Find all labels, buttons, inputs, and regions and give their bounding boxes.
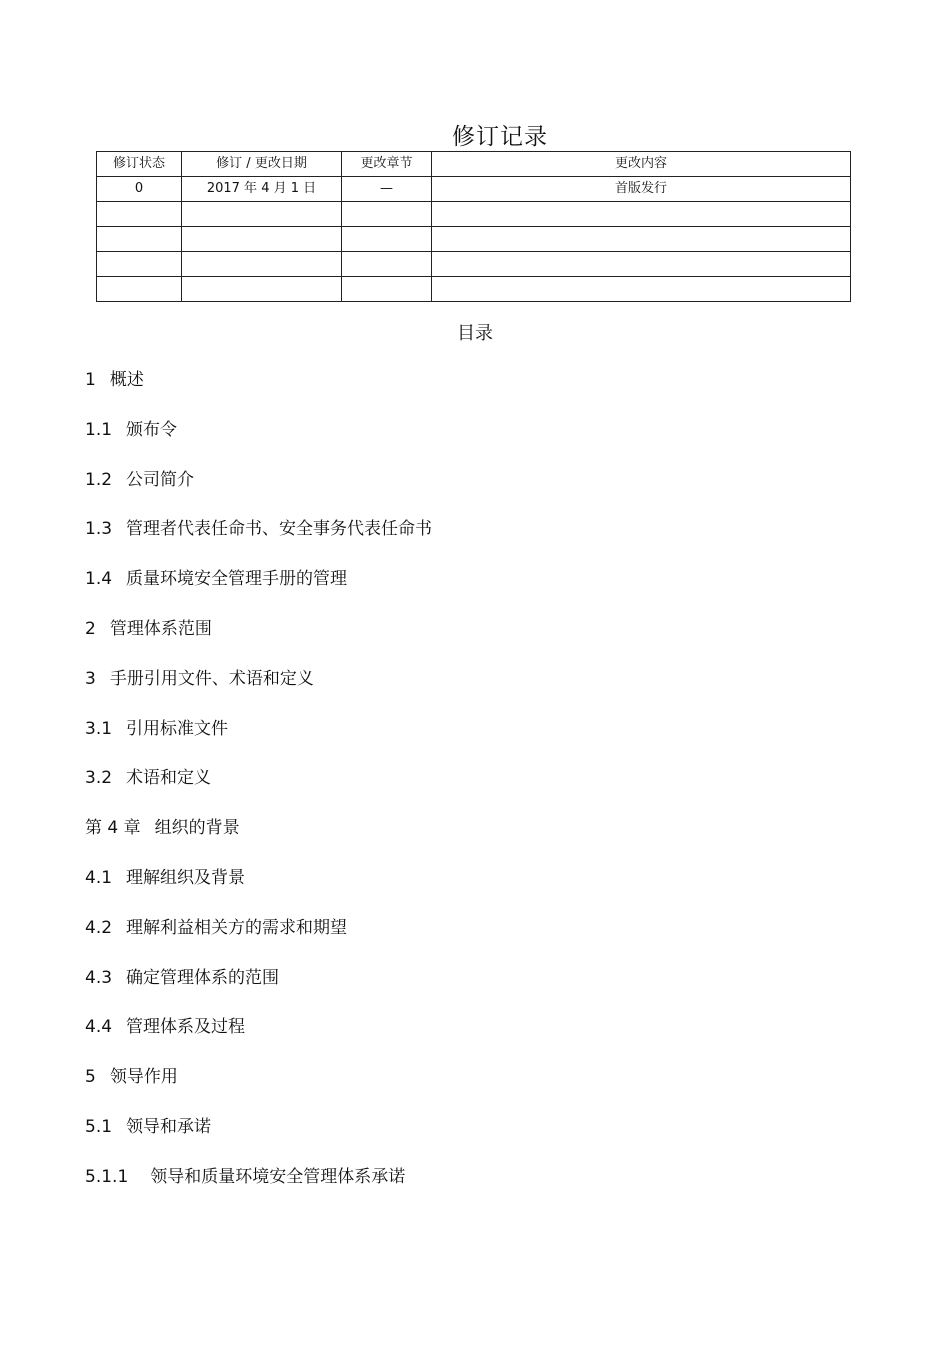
- header-revision-date: 修订 / 更改日期: [182, 152, 342, 177]
- toc-item-text: 概述: [109, 370, 144, 390]
- toc-item-number: 4.1: [85, 867, 113, 888]
- toc-item[interactable]: [85, 1015, 432, 1065]
- toc-item-text: 术语和定义: [126, 768, 212, 789]
- toc-item[interactable]: [85, 617, 432, 667]
- toc-item-text: 理解利益相关方的需求和期望: [126, 917, 348, 938]
- toc-item[interactable]: [85, 368, 432, 418]
- toc-item-number: 1.1: [85, 419, 113, 440]
- toc-item[interactable]: [85, 517, 432, 567]
- toc-item-text: 手册引用文件、术语和定义: [109, 668, 314, 689]
- toc-item[interactable]: [85, 468, 432, 518]
- header-change-content: 更改内容: [432, 152, 851, 177]
- toc-item-number: 1.4: [85, 569, 113, 590]
- toc-item-number: 4.3: [85, 967, 113, 988]
- toc-item-number: 5: [85, 1067, 96, 1088]
- toc-item[interactable]: [85, 1165, 432, 1215]
- toc-item-text: 公司简介: [126, 469, 195, 490]
- table-cell: 2017 年 4 月 1 日: [182, 177, 342, 202]
- toc-item-text: 领导和质量环境安全管理体系承诺: [150, 1166, 406, 1187]
- toc-title: 目录: [457, 323, 493, 344]
- table-cell: [342, 202, 432, 227]
- toc-item-number: 3.2: [85, 768, 113, 789]
- table-cell: [182, 277, 342, 302]
- toc-item-number: 5.1: [85, 1116, 113, 1137]
- table-cell: [182, 252, 342, 277]
- toc-item-text: 颁布令: [126, 419, 178, 440]
- toc-item-number: 4.2: [85, 917, 113, 938]
- table-row: [97, 252, 851, 277]
- toc-item-number: 3: [85, 668, 96, 689]
- table-cell: [97, 277, 182, 302]
- toc-item-text: 引用标准文件: [126, 718, 229, 739]
- table-cell: [182, 202, 342, 227]
- toc-item-text: 管理体系及过程: [126, 1017, 246, 1038]
- table-cell: [97, 227, 182, 252]
- toc-item-text: 领导作用: [109, 1067, 178, 1088]
- toc-item[interactable]: [85, 567, 432, 617]
- table-cell: [432, 252, 851, 277]
- table-row: [97, 277, 851, 302]
- table-cell: 首版发行: [432, 177, 851, 202]
- toc-item[interactable]: [85, 1065, 432, 1115]
- table-cell: 0: [97, 177, 182, 202]
- table-header-row: [97, 152, 851, 177]
- table-cell: [342, 277, 432, 302]
- toc-item-number: 1.2: [85, 469, 113, 490]
- table-of-contents: [85, 368, 432, 1215]
- toc-item[interactable]: [85, 916, 432, 966]
- table-row: [97, 202, 851, 227]
- toc-item-text: 确定管理体系的范围: [126, 967, 280, 988]
- toc-item-text: 质量环境安全管理手册的管理: [126, 569, 348, 590]
- toc-item-number: 第 4 章: [85, 818, 141, 839]
- table-row: [97, 227, 851, 252]
- toc-item[interactable]: [85, 816, 432, 866]
- toc-item-number: 5.1.1: [85, 1166, 129, 1187]
- header-changed-section: 更改章节: [342, 152, 432, 177]
- toc-item[interactable]: [85, 866, 432, 916]
- table-cell: [97, 252, 182, 277]
- toc-item-text: 管理者代表任命书、安全事务代表任命书: [126, 519, 433, 540]
- table-cell: [432, 277, 851, 302]
- toc-item-text: 组织的背景: [154, 818, 240, 839]
- toc-item[interactable]: [85, 667, 432, 717]
- toc-item[interactable]: [85, 766, 432, 816]
- table-cell: [97, 202, 182, 227]
- toc-item[interactable]: [85, 717, 432, 767]
- toc-item[interactable]: [85, 1115, 432, 1165]
- table-cell: [342, 252, 432, 277]
- table-row: [97, 177, 851, 202]
- toc-item-number: 4.4: [85, 1017, 113, 1038]
- table-cell: —: [342, 177, 432, 202]
- revision-record-title: 修订记录: [452, 124, 548, 150]
- toc-item-number: 1: [85, 370, 96, 390]
- toc-item-number: 3.1: [85, 718, 113, 739]
- toc-item-text: 理解组织及背景: [126, 867, 246, 888]
- table-cell: [182, 227, 342, 252]
- toc-item[interactable]: [85, 418, 432, 468]
- table-cell: [432, 202, 851, 227]
- table-cell: [432, 227, 851, 252]
- toc-item-number: 1.3: [85, 519, 113, 540]
- toc-item-text: 管理体系范围: [109, 618, 212, 639]
- header-revision-status: 修订状态: [97, 152, 182, 177]
- toc-item[interactable]: [85, 966, 432, 1016]
- revision-table: [96, 151, 851, 302]
- toc-item-number: 2: [85, 618, 96, 639]
- toc-item-text: 领导和承诺: [126, 1116, 212, 1137]
- table-cell: [342, 227, 432, 252]
